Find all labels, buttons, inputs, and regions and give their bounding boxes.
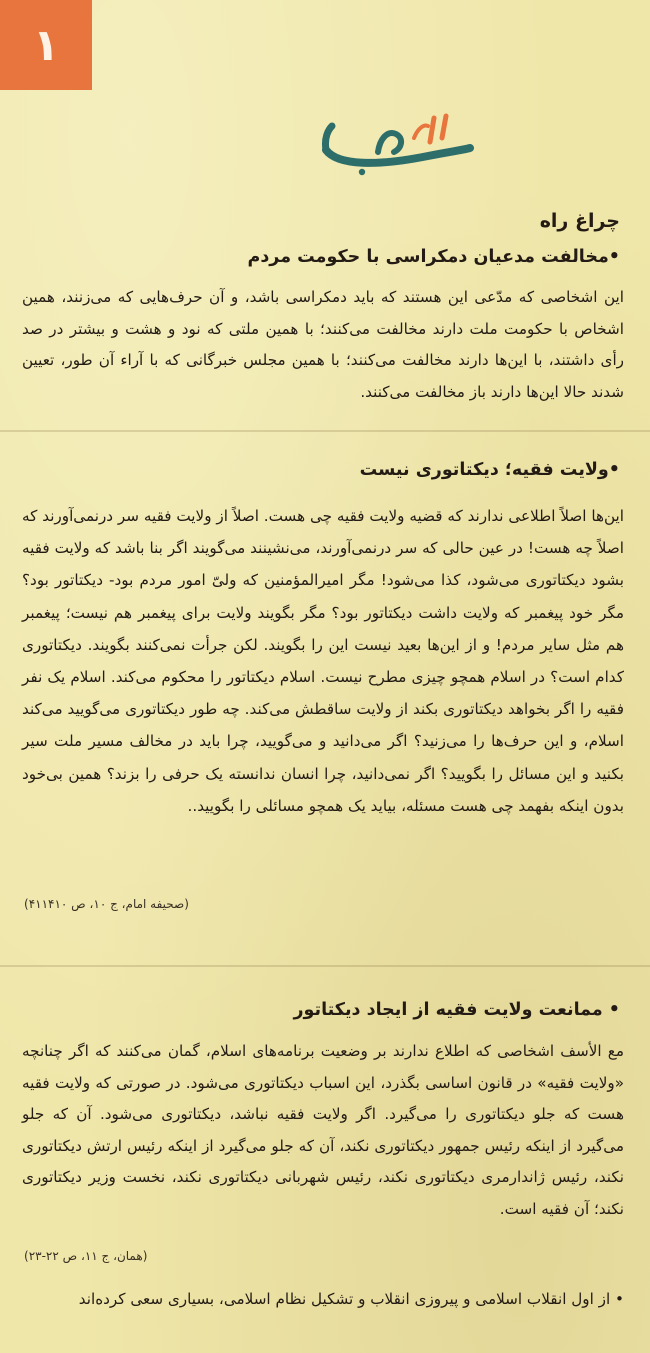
section-body-1: این اشخاصی که مدّعی این هستند که باید دمکراسی باشد، و آن حرف‌هایی که می‌زنند، همین اشخاص با حکومت ملت دارند مخالفت می‌کنند؛ با همین ملتی که نود و هشت و بیشتر در صد رأی داشتند، با این‌ها دارند مخالفت می‌کنند؛ با همین مجلس خبرگانی که با آراء آن طور، تعیین شدند حالا این‌ها دارند باز مخالفت می‌کنند. <box>22 288 624 401</box>
page-title: چراغ راه <box>539 210 620 232</box>
page-number-badge: ۱ <box>0 0 92 90</box>
section-body-3: مع الأسف اشخاصی که اطلاع ندارند بر وضعیت برنامه‌های اسلام، گمان می‌کنند که اگر چنانچه «ولایت فقیه» در قانون اساسی بگذرد، این اسباب دیکتاتوری می‌شود. در صورتی که ولایت فقیه هست که جلو دیکتاتوری را می‌گیرد. اگر ولایت فقیه نباشد، دیکتاتوری می‌شود. آن که جلو می‌گیرد از اینکه رئیس جمهور دیکتاتوری نکند، آن که جلو می‌گیرد از اینکه رئیس ارتش دیکتاتوری نکند، رئیس ژاندارمری دیکتاتوری نکند، رئیس شهربانی دیکتاتوری نکند، نخست وزیر دیکتاتوری نکند؛ آن فقیه است. <box>22 1042 624 1218</box>
section-title-2: •ولایت فقیه؛ دیکتاتوری نیست <box>359 460 620 480</box>
bismillah-calligraphy-logo <box>318 108 478 178</box>
section-title-3: • ممانعت ولایت فقیه از ایجاد دیکتاتور <box>293 1000 620 1020</box>
citation-2: (صحیفه امام، ج ۱۰، ص ۴۱۱۴۱۰) <box>24 897 189 911</box>
paper-fold-line <box>0 430 650 432</box>
paper-fold-line <box>0 965 650 967</box>
citation-3: (همان، ج ۱۱، ص ۲۲-۲۳) <box>24 1249 148 1263</box>
truncated-bullet-line: • از اول انقلاب اسلامی و پیروزی انقلاب و تشکیل نظام اسلامی، بسیاری سعی کرده‌اند <box>78 1290 624 1308</box>
section-body-2: این‌ها اصلاً اطلاعی ندارند که قضیه ولایت فقیه چی هست. اصلاً از ولایت فقیه سر درنمی‌آورند که اصلاً چه هست! در عین حالی که سر درنمی‌آورند، می‌نشینند می‌گویند اگر بنا باشد که ولایت فقیه بشود دیکتاتوری می‌شود، کذا می‌شود! مگر امیرالمؤمنین که ولیّ امور مردم بود- دیکتاتور بود؟ مگر خود پیغمبر که ولایت داشت دیکتاتور بود؟ مگر بگویند ولایت برای پیغمبر هم نیست؛ پیغمبر هم مثل سایر مردم! و از این‌ها بعید نیست این را بگویند. لکن جرأت نمی‌کنند بگویند. دیکتاتوری کدام است؟ در اسلام همچو چیزی مطرح نیست. اسلام دیکتاتور را محکوم می‌کند. اسلام یک نفر فقیه را اگر بخواهد دیکتاتوری بکند از ولایت ساقطش می‌کند. چه طور دیکتاتوری می‌گویید می‌کند اسلام، و این حرف‌ها را می‌زنید؟ اگر می‌دانید و می‌گویید، چرا باید در مخالف مسیر ملت سیر بکنید و این مسائل را بگویید؟ اگر نمی‌دانید، چرا انسان ندانسته یک حرفی را بزند؟ همین بی‌خود بدون اینکه بفهمد چی هست مسئله، بیاید یک همچو مسائلی را بگویید.. <box>22 507 624 815</box>
section-title-1: •مخالفت مدعیان دمکراسی با حکومت مردم <box>247 247 620 267</box>
